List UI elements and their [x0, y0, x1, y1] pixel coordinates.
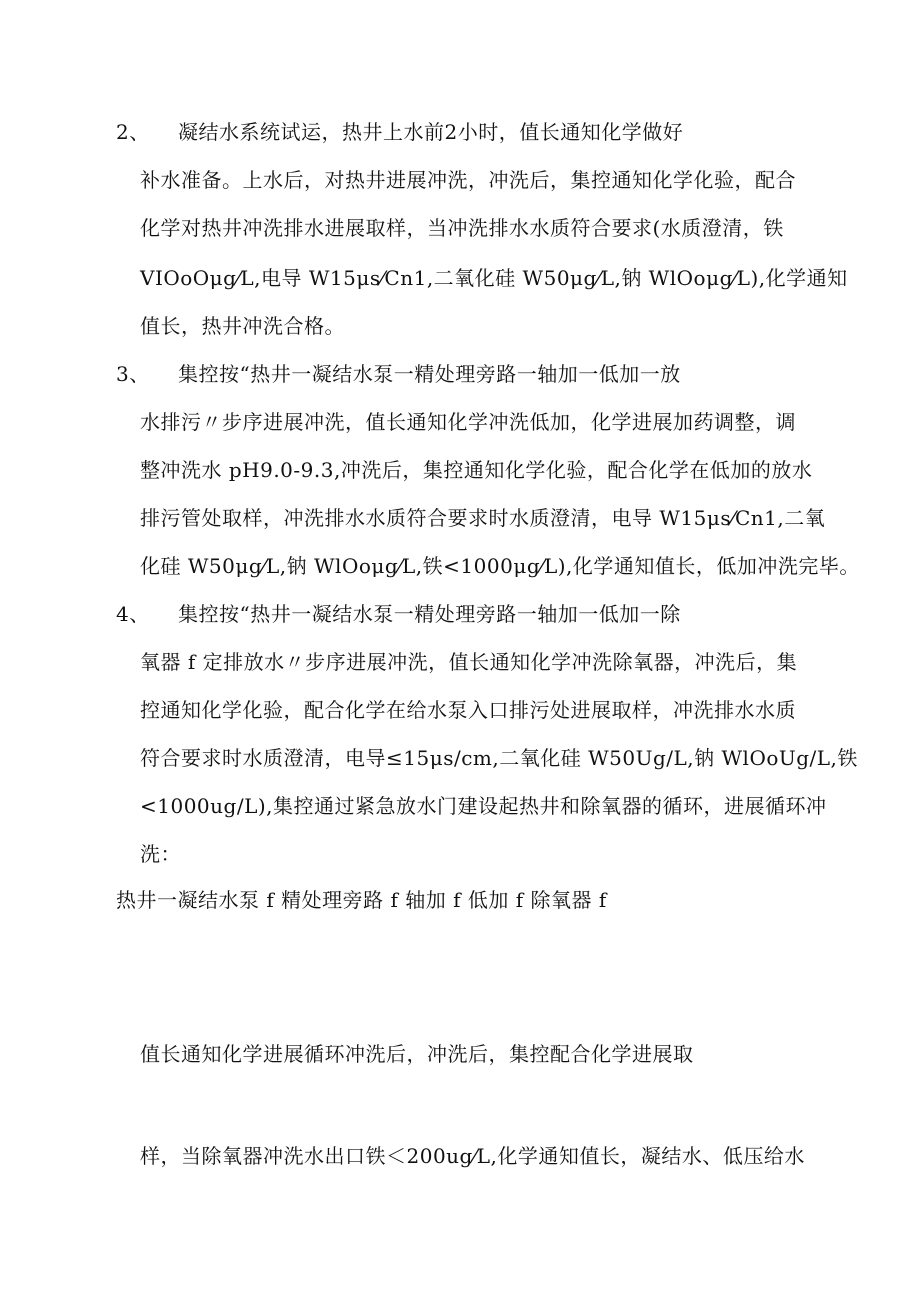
flow-sequence: 热井一凝结水泵 f 精处理旁路 f 轴加 f 低加 f 除氧器 f — [116, 888, 607, 912]
body-line: 洗： — [140, 842, 181, 866]
body-line: 氧器 f 定排放水〃步序进展冲洗，值长通知化学冲洗除氧器，冲洗后，集 — [140, 650, 798, 674]
body-line: 补水准备。上水后，对热井进展冲洗，冲洗后，集控通知化学化验，配合 — [140, 168, 796, 192]
body-line: 整冲洗水 pH9.0-9.3,冲洗后，集控通知化学化验，配合化学在低加的放水 — [140, 458, 813, 482]
body-paragraph: 样，当除氧器冲洗水出口铁＜200ug⁄L,化学通知值长，凝结水、低压给水 — [140, 1144, 805, 1168]
item-number: 4、 — [116, 602, 150, 626]
body-line: 化学对热井冲洗排水进展取样，当冲洗排水水质符合要求(水质澄清，铁 — [140, 216, 784, 240]
item-2-heading — [116, 118, 683, 146]
item-number: 2、 — [116, 120, 150, 144]
body-line: 水排污〃步序进展冲洗，值长通知化学冲洗低加，化学进展加药调整，调 — [140, 410, 796, 434]
body-line: 符合要求时水质澄清，电导≤15μs/cm,二氧化硅 W50Ug/L,钠 WlOoUg/L,铁 — [140, 746, 858, 770]
body-line: 控通知化学化验，配合化学在给水泵入口排污处进展取样，冲洗排水水质 — [140, 698, 796, 722]
item-4-heading — [116, 600, 681, 628]
item-3-heading — [116, 360, 681, 388]
body-paragraph: 值长通知化学进展循环冲洗后，冲洗后，集控配合化学进展取 — [140, 1042, 694, 1066]
body-line: 值长，热井冲洗合格。 — [140, 314, 345, 338]
body-line: 排污管处取样，冲洗排水水质符合要求时水质澄清，电导 W15μs⁄Cn1,二氧 — [140, 506, 826, 530]
item-text: 凝结水系统试运，热井上水前2小时，值长通知化学做好 — [178, 120, 684, 144]
item-text: 集控按“热井一凝结水泵一精处理旁路一轴加一低加一放 — [178, 362, 681, 386]
item-text: 集控按“热井一凝结水泵一精处理旁路一轴加一低加一除 — [178, 602, 681, 626]
item-number: 3、 — [116, 362, 150, 386]
body-line: <1000ug/L),集控通过紧急放水门建设起热井和除氧器的循环，进展循环冲 — [140, 794, 827, 818]
body-line: 化硅 W50μg⁄L,钠 WlOoμg⁄L,铁<1000μg⁄L),化学通知值长，低加冲洗完毕。 — [140, 554, 860, 578]
body-line: VIOoOμg⁄L,电导 W15μs⁄Cn1,二氧化硅 W50μg⁄L,钠 WlOoμg⁄L),化学通知 — [140, 266, 848, 290]
